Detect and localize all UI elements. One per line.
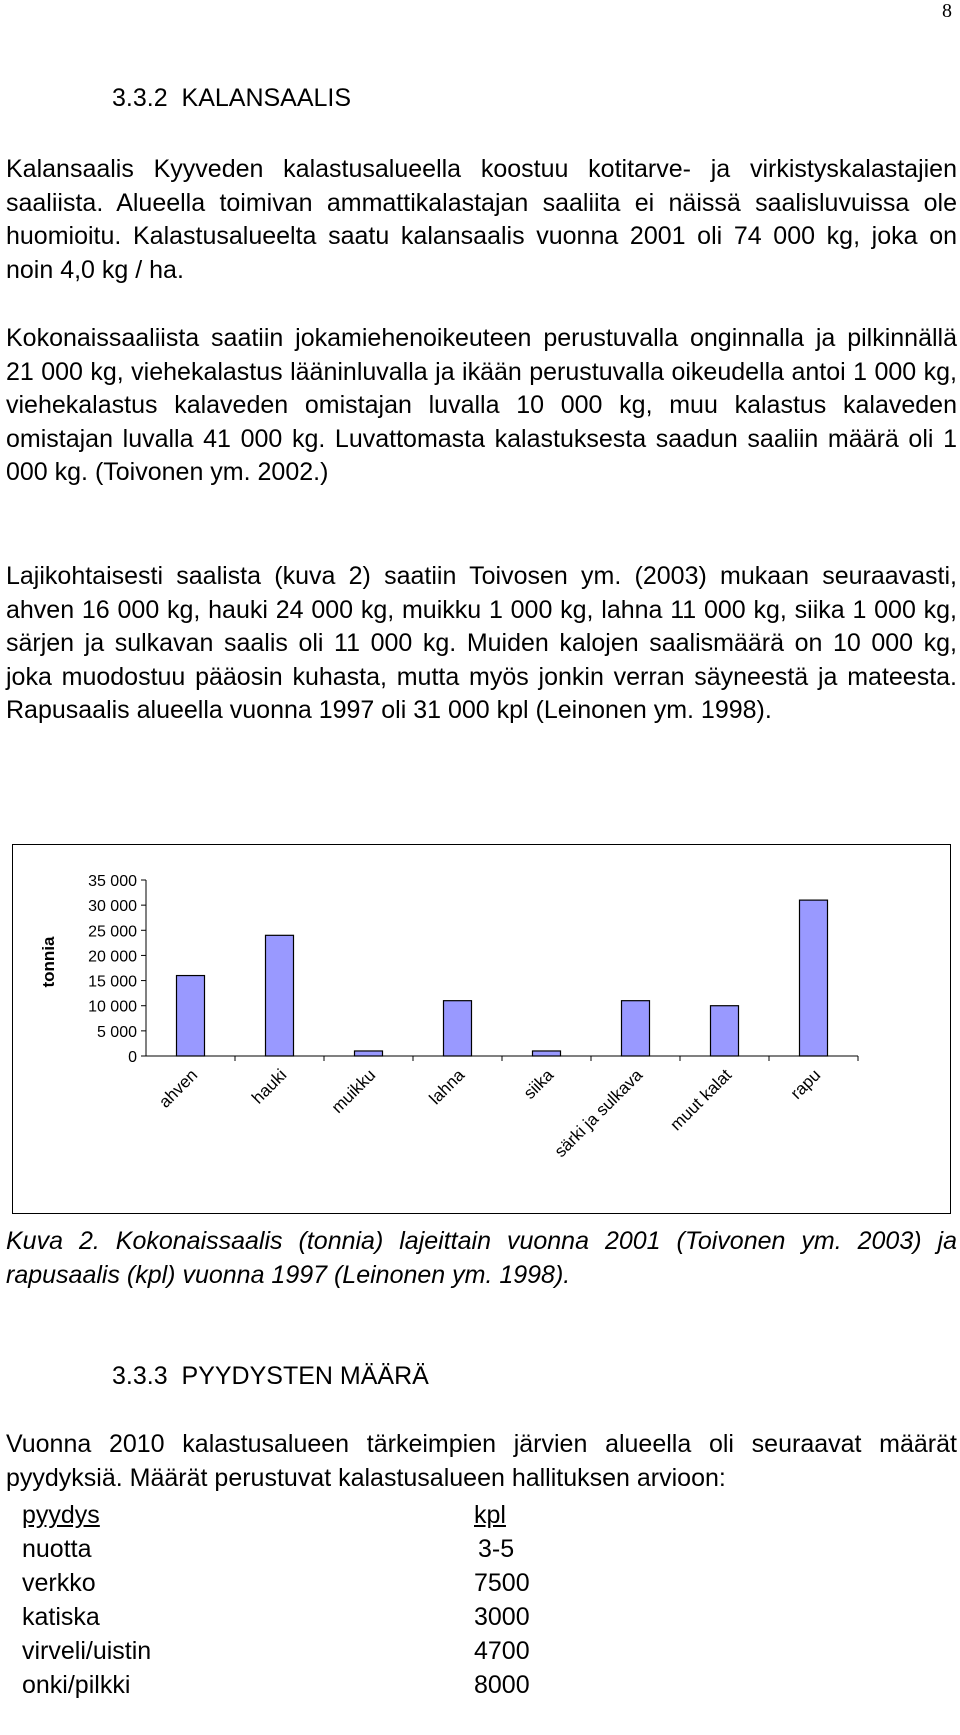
gear-name: katiska [22,1603,100,1631]
y-tick-label: 0 [128,1049,137,1066]
table-row [22,1566,598,1600]
gear-table-header [22,1498,598,1532]
gear-count: 3000 [474,1603,530,1631]
paragraph-catch-total: Kalansaalis Kyyveden kalastusalueella koostuu kotitarve- ja virkistyskalastajien saaliista. Alueella toimivan ammattikalastajan saaliita ei näissä saalisluvuissa ole huomioitu. Kalastusalueelta saatu kalansaalis vuonna 2001 oli 74 000 kg, joka on noin 4,0 kg / ha. [6,155,957,284]
y-tick-label: 10 000 [88,998,137,1016]
x-tick-label: muikku [327,1065,380,1117]
paragraph-catch-by-method: Kokonaissaaliista saatiin jokamiehenoikeuteen perustuvalla onginnalla ja pilkinnällä 21 000 kg, viehekalastus lääninluvalla ja ikään perustuvalla oikeudella antoi 1 000 kg, viehekalastus kalaveden omistajan luvalla 10 000 kg, muu kalastus kalaveden omistajan luvalla 41 000 kg. Luvattomasta kalastuksesta saadun saaliin määrä oli 1 000 kg. (Toivonen ym. 2002.) [6,324,957,486]
section-heading-pyydysten-maara [112,1362,429,1391]
x-tick-label: siika [519,1065,558,1103]
gear-name: onki/pilkki [22,1671,131,1699]
y-tick-label: 35 000 [88,873,137,890]
bar-muikku [355,1051,383,1056]
table-row [22,1532,598,1566]
bar-särki-ja-sulkava [622,1001,650,1056]
gear-count: 3-5 [478,1535,515,1563]
figure-caption: Kuva 2. Kokonaissaalis (tonnia) lajeittain vuonna 2001 (Toivonen ym. 2003) ja rapusaalis (kpl) vuonna 1997 (Leinonen ym. 1998). [6,1227,957,1289]
x-tick-label: hauki [248,1065,291,1108]
header-pyydys: pyydys [22,1501,100,1529]
section-number: 3.3.2 [112,84,168,112]
paragraph-catch-by-species: Lajikohtaisesti saalista (kuva 2) saatiin Toivosen ym. (2003) mukaan seuraavasti, ahven 16 000 kg, hauki 24 000 kg, muikku 1 000 kg, lahna 11 000 kg, siika 1 000 kg, särjen ja sulkavan saalis oli 11 000 kg. Muiden kalojen saalismäärä on 10 000 kg, joka muodostuu pääosin kuhasta, mutta myös jonkin verran säyneestä ja mateesta. Rapusaalis alueella vuonna 1997 oli 31 000 kpl (Leinonen ym. 1998). [6,562,957,724]
gear-count: 8000 [474,1671,530,1699]
gear-count: 4700 [474,1637,530,1665]
section-number: 3.3.3 [112,1362,168,1390]
catch-bar-chart [13,845,949,1212]
page-number: 8 [942,0,952,22]
bar-muut-kalat [711,1006,739,1056]
table-row [22,1634,598,1668]
gear-count: 7500 [474,1569,530,1597]
x-tick-label: särki ja sulkava [550,1065,647,1162]
chart-frame [12,844,951,1214]
y-tick-label: 20 000 [88,948,137,966]
gear-name: verkko [22,1569,96,1597]
paragraph-gear-intro: Vuonna 2010 kalastusalueen tärkeimpien järvien alueella oli seuraavat määrät pyydyksiä. Määrät perustuvat kalastusalueen hallituksen arvioon: [6,1430,957,1492]
bar-hauki [266,935,294,1056]
section-title: PYYDYSTEN MÄÄRÄ [181,1362,429,1390]
y-tick-label: 15 000 [88,973,137,991]
section-title: KALANSAALIS [181,84,352,112]
bar-rapu [800,900,828,1056]
x-tick-label: ahven [155,1065,202,1112]
x-tick-label: lahna [425,1065,469,1109]
y-axis-label: tonnia [39,936,58,988]
y-tick-label: 30 000 [88,898,137,916]
y-tick-label: 5 000 [96,1023,137,1041]
bar-ahven [177,976,205,1056]
gear-name: nuotta [22,1535,92,1563]
section-heading-kalansaalis [112,84,351,113]
bar-siika [533,1051,561,1056]
table-row [22,1668,598,1702]
header-kpl: kpl [474,1501,506,1529]
x-tick-label: muut kalat [666,1065,736,1135]
gear-name: virveli/uistin [22,1637,152,1665]
gear-table [22,1498,598,1702]
x-tick-label: rapu [786,1065,825,1103]
table-row [22,1600,598,1634]
bar-lahna [444,1001,472,1056]
y-tick-label: 25 000 [88,923,137,941]
